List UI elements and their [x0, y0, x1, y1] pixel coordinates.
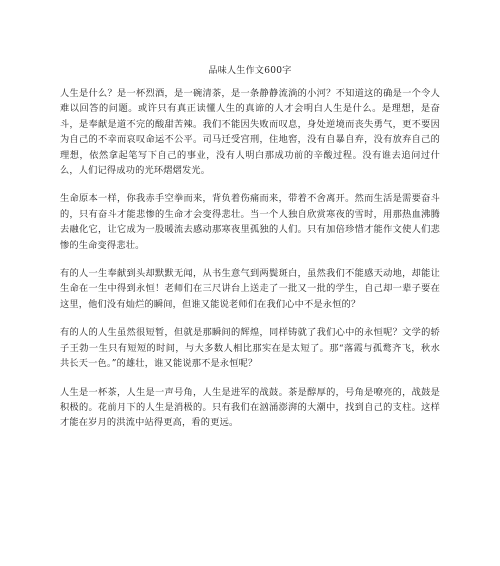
page-title: 品味人生作文600字 — [208, 66, 292, 76]
paragraph-2: 生命原本一样，你我赤手空拳而来，背负着伤痛而来，带着不舍离开。然而生活是需要奋斗的，只有奋斗才能悲惨的生命才会变得悲壮。当一个人独自欣赏寒夜的雪时，用那热血沸腾去融化它，让它成为一股暖流去感动那寒夜里孤独的人们。只有加倍珍惜才能作文使人们悲惨的生命变得悲壮。 — [60, 193, 440, 251]
paragraph-4: 有的人的人生虽然很短暂，但就是那瞬间的辉煌，同样铸就了我们心中的永恒呢？文学的轿子王勃一生只有短短的时间，与大多数人相比那实在是太短了。那“落霞与孤鹜齐飞，秋水共长天一色。”的雄壮，谁又能说那不是永恒呢？ — [60, 327, 440, 370]
paragraph-1: 人生是什么？是一杯烈酒，是一碗清茶，是一条静静流淌的小河？不知道这的确是一个令人难以回答的问题。或许只有真正读懂人生的真谛的人才会明白人生是什么。是理想，是奋斗，是奉献是道不完的酸甜苦辣。我们不能因失败而叹息，身处逆境而丧失勇气，更不要因为自己的不幸而哀叹命运不公平。司马迁受宫刑，住地窖，没有自暴自弃，没有放弃自己的理想，依然拿起笔写下自己的事业，没有人明白那成功前的辛酸过程。没有谁去追问过什么，人们记得成功的光环熠熠发光。 — [60, 88, 440, 177]
paragraph-3: 有的人一生奉献到头却默默无闻，从书生意气到两鬓斑白，虽然我们不能感天动地，却能让生命在一生中得到永恒！老师们在三尺讲台上送走了一批又一批的学生，自己却一辈子要在这里，他们没有灿烂的瞬间，但谁又能说老师们在我们心中不是永恒的？ — [60, 268, 440, 310]
paragraph-5: 人生是一杯茶，人生是一声号角，人生是进军的战鼓。茶是醇厚的，号角是嘹亮的，战鼓是积极的。花前月下的人生是消极的。只有我们在汹涌澎湃的大潮中，找到自己的支柱。这样才能在岁月的洪流中站得更高，看的更远。 — [60, 386, 440, 429]
